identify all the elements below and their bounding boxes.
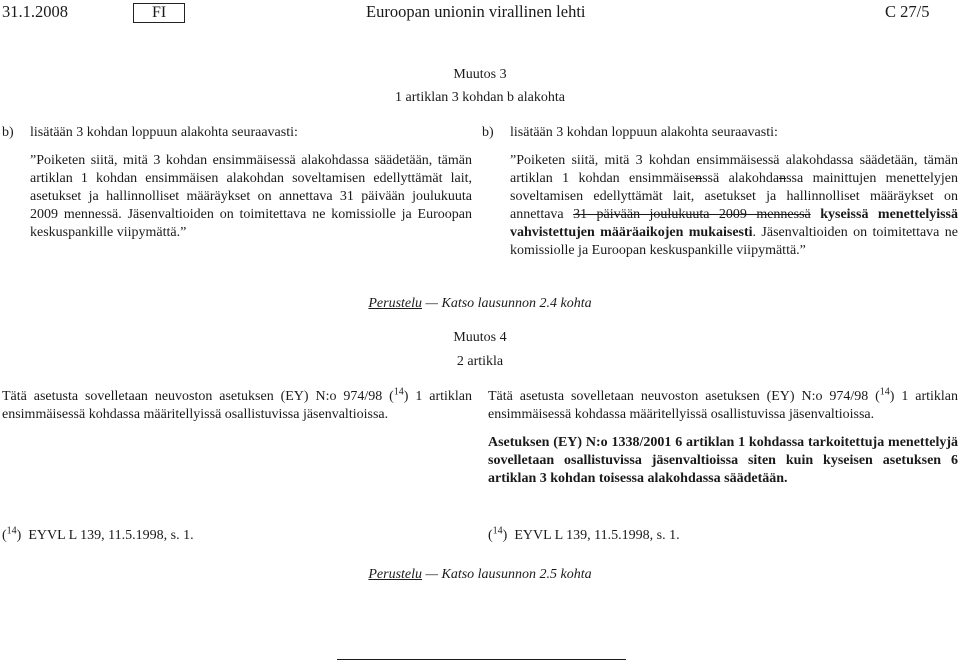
page-date: 31.1.2008 [2,2,68,21]
item-label: b) [482,125,494,140]
journal-title: Euroopan unionin virallinen lehti [366,2,586,21]
inserted-paragraph: Asetuksen (EY) N:o 1338/2001 6 artiklan 1 kohdassa tarkoitettuja menettelyjä sovelletaan osallistuvissa jäsenvaltioissa siten kuin kyseisen asetuksen 6 artiklan 3 kohdan toisessa alakohdassa säädetään. [488,435,958,486]
amendment-4-subtitle: 2 artikla [456,354,504,369]
item-label: b) [2,125,14,140]
footnote-left: ($^{14}$) EYVL L 139, 11.5.1998, s. 1. [2,525,194,543]
inserted-text: kyseissä menettelyissä vahvistettujen määräaikojen mukaisesti [510,207,959,240]
amendment-4-left-column: Tätä asetusta sovelletaan neuvoston asetuksen (EY) N:o 974/98 ($^{14}$) 1 artiklan ensimmäisessä kohdassa määritellyissä osallistuvissa jäsenvaltioissa. [2,386,472,422]
footnote-reference: 14 [879,386,890,398]
original-quote: ”Poiketen siitä, mitä 3 kohdan ensimmäisessä alakohdassa säädetään, tämän artiklan 1 kohdan ensimmäisen alakohdan soveltamisen edellyttämät lait, asetukset ja hallinnolliset määräykset on annettava 31 päivään joulukuuta 2009 mennessä. Jäsenvaltioiden on toimitettava ne komissiolle ja Euroopan keskuspankille viipymättä.” [30,153,472,240]
justification-2: Perustelu — Katso lausunnon 2.5 kohta [368,567,592,582]
amendment-3-subtitle: 1 artiklan 3 kohdan b alakohta [395,90,565,105]
page-reference: C 27/5 [885,2,930,21]
end-rule [337,659,626,660]
amendment-4-right-column: Tätä asetusta sovelletaan neuvoston asetuksen (EY) N:o 974/98 ($^{14}$) 1 artiklan ensimmäisessä kohdassa määritellyissä osallistuvissa jäsenvaltioissa. Asetuksen (EY) N:o 1338/2001 6 artiklan 1 kohdassa tarkoitettuja menettelyjä sovelletaan osallistuvissa jäsenvaltioissa siten kuin kyseisen asetuksen 6 artiklan 3 kohdan toisessa alakohdassa säädetään. [488,386,958,486]
amendment-3-left-column [2,124,472,242]
item-intro: lisätään 3 kohdan loppuun alakohta seuraavasti: [30,125,298,140]
amendment-4-title: Muutos 4 [453,330,507,345]
footnote-reference: 14 [393,386,404,398]
amended-quote: ”Poiketen siitä, mitä 3 kohdan ensimmäisessä alakohdassa säädetään, tämän artiklan 1 kohdan ensimmäisenssä alakohdanssa mainittujen menettelyjen soveltamisen edellyttämät lait, asetukset ja hallinnolliset määräykset on annettava 31 päivään joulukuuta 2009 mennessä kyseissä menettelyissä vahvistettujen määräaikojen mukaisesti. Jäsenvaltioiden on toimitettava ne komissiolle ja Euroopan keskuspankille viipymättä.” [510,153,959,258]
deleted-text: 31 päivään joulukuuta 2009 mennessä [573,207,811,222]
item-intro: lisätään 3 kohdan loppuun alakohta seuraavasti: [510,125,778,140]
justification-1: Perustelu — Katso lausunnon 2.4 kohta [368,296,592,311]
deleted-text: n [779,171,787,186]
deleted-text: n [695,171,703,186]
footnote-right: ($^{14}$) EYVL L 139, 11.5.1998, s. 1. [488,525,680,543]
amendment-3-right-column [482,124,958,260]
amendment-3-title: Muutos 3 [453,67,507,82]
language-box: FI [133,3,185,23]
